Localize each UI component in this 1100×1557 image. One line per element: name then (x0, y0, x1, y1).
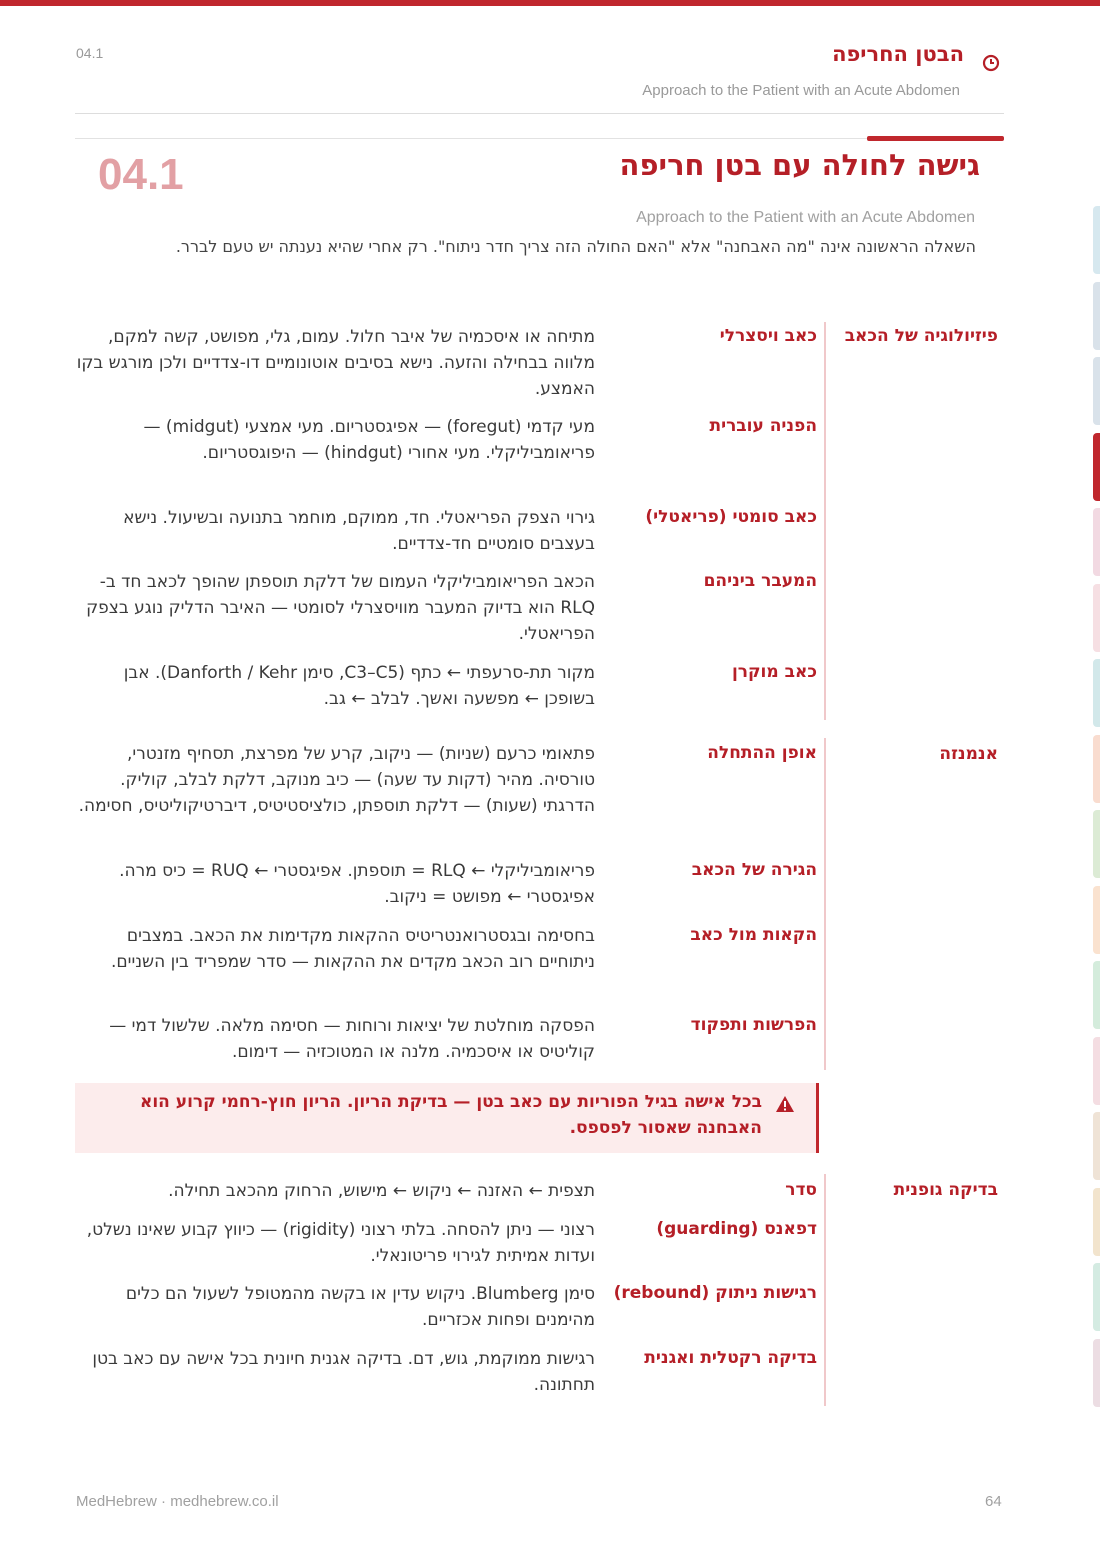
chapter-tab[interactable] (1093, 1112, 1100, 1180)
row-description: מעי קדמי (foregut) — אפיגסטריום. מעי אמצעי (midgut) — פריאומביליקלי. מעי אחורי (hindgut) — היפוגסטריום. (143, 417, 595, 463)
row-description: הפסקה מוחלטת של יציאות ורוחות — חסימה מלאה. שלשול דמי — קוליטיס או איסכמיה. מלנה או המטוכזיה — דימום. (109, 1016, 595, 1062)
chapter-tab[interactable] (1093, 508, 1100, 576)
chapter-tab[interactable] (1093, 1188, 1100, 1256)
chapter-tab[interactable] (1093, 282, 1100, 350)
row-description: גירוי הצפק הפריאטלי. חד, ממוקם, מוחמר בתנועה ובשיעול. נישא בעצבים סומטיים חד-צדדיים. (123, 508, 595, 554)
running-header-title: הבטן החריפה (832, 42, 964, 66)
row-description: פריאומביליקלי ← RLQ = תוספתן. אפיגסטרי ← RUQ = כיס מרה. אפיגסטרי ← מפושט = ניקוב. (119, 861, 595, 907)
row-term: אופן ההתחלה (707, 743, 817, 763)
chapter-tab[interactable] (1093, 659, 1100, 727)
row-term: רגישות ניתוק (rebound) (613, 1283, 817, 1303)
running-header-subtitle: Approach to the Patient with an Acute Abdomen (642, 82, 960, 99)
header-divider (75, 113, 1004, 114)
row-term: סדר (785, 1180, 817, 1200)
section-subtitle: Approach to the Patient with an Acute Abdomen (636, 209, 975, 226)
chapter-tab[interactable] (1093, 584, 1100, 652)
group-divider (824, 322, 826, 720)
row-term: הפניה עוברית (709, 416, 817, 436)
row-description: בחסימה ובגסטרואנטריטיס ההקאות מקדימות את הכאב. במצבים ניתוחיים רוב הכאב מקדים את ההקאות — סדר שמפריד בין השניים. (110, 926, 595, 972)
row-term: הפרשות ותפקוד (690, 1015, 817, 1035)
group-category: אנמנזה (939, 744, 998, 764)
running-header-number: 04.1 (76, 45, 104, 61)
chapter-tab[interactable] (1093, 1263, 1100, 1331)
chapter-tab[interactable] (1093, 206, 1100, 274)
clock-icon (982, 54, 1000, 72)
group-divider (824, 1174, 826, 1406)
group-category: פיזיולוגיה של הכאב (844, 326, 998, 346)
row-description: סימן Blumberg. ניקוש עדין או בקשה מהמטופל לשעול הם כלים מהימנים ופחות אכזריים. (125, 1284, 595, 1330)
section-title: גישה לחולה עם בטן חריפה (619, 148, 980, 182)
section-accent (867, 136, 1004, 141)
row-description: הכאב הפריאומביליקלי העמום של דלקת תוספתן שהופך לכאב חד ב-RLQ הוא בדיוק המעבר מוויסצרלי לסומטי — האיבר הדליק נוגע בצפק הפריאטלי. (86, 572, 595, 644)
chapter-tab[interactable] (1093, 357, 1100, 425)
chapter-tab[interactable] (1093, 735, 1100, 803)
top-accent-bar (0, 0, 1100, 6)
section-number: 04.1 (98, 150, 184, 199)
row-term: המעבר ביניהם (703, 571, 817, 591)
warning-text: בכל אישה בגיל הפוריות עם כאב בטן — בדיקת הריון. הריון חוץ-רחמי קרוע הוא האבחנה שאסור לפספס. (139, 1092, 762, 1138)
footer-site[interactable]: MedHebrew · medhebrew.co.il (76, 1493, 279, 1510)
chapter-tab[interactable] (1093, 810, 1100, 878)
row-description: מקור תת-סרעפתי ← כתף (C3–C5, סימן Danforth / Kehr). אבן בשופכן ← מפשעה ואשך. לבלב ← גב. (123, 663, 595, 709)
page-number: 64 (985, 1493, 1002, 1510)
row-term: בדיקה רקטלית ואגנית (644, 1348, 817, 1368)
row-description: רגישות ממוקמת, גוש, דם. בדיקה אגנית חיונית בכל אישה עם כאב בטן תחתונה. (92, 1349, 595, 1395)
chapter-tab[interactable] (1093, 1037, 1100, 1105)
row-term: כאב ויסצרלי (719, 326, 817, 346)
chapter-tab[interactable] (1093, 886, 1100, 954)
chapter-tab[interactable] (1093, 433, 1100, 501)
row-term: הגירה של הכאב (691, 860, 817, 880)
row-term: דפאנס (guarding) (656, 1219, 817, 1239)
row-description: פתאומי כרעם (שניות) — ניקוב, קרע של מפרצת, תסחיף מזנטרי, טורסיה. מהיר (דקות עד שעה) — כיב מנוקב, דלקת לבלב, קוליק. הדרגתי (שעות) — דלקת תוספתן, כולציסטיטיס, דיברטיקוליטיס, חסימה. (78, 744, 595, 816)
section-intro: השאלה הראשונה אינה "מה האבחנה" אלא "האם החולה הזה צריך חדר ניתוח". רק אחרי שהיא נענתה יש טעם לברר. (175, 237, 976, 256)
group-divider (824, 738, 826, 1070)
warning-icon (775, 1095, 795, 1113)
chapter-tab[interactable] (1093, 1339, 1100, 1407)
row-description: מתיחה או איסכמיה של איבר חלול. עמום, גלי, מפושט, קשה למקם, מלווה בבחילה והזעה. נישא בסיבים אוטונומיים דו-צדדיים ולכן מורגש בקו האמצע. (76, 327, 595, 399)
row-term: הקאות מול כאב (690, 925, 817, 945)
warning-callout (75, 1083, 819, 1153)
section-rule (75, 138, 867, 139)
group-category: בדיקה גופנית (893, 1180, 998, 1200)
chapter-tab[interactable] (1093, 961, 1100, 1029)
row-term: כאב מוקרן (731, 662, 817, 682)
row-term: כאב סומטי (פריאטלי) (645, 507, 817, 527)
row-description: תצפית ← האזנה ← ניקוש ← מישוש, הרחוק מהכאב תחילה. (168, 1181, 595, 1201)
row-description: רצוני — ניתן להסחה. בלתי רצוני (rigidity) — כיווץ קבוע שאינו נשלט, ועדות אמיתית לגירוי פריטונאלי. (86, 1220, 595, 1266)
